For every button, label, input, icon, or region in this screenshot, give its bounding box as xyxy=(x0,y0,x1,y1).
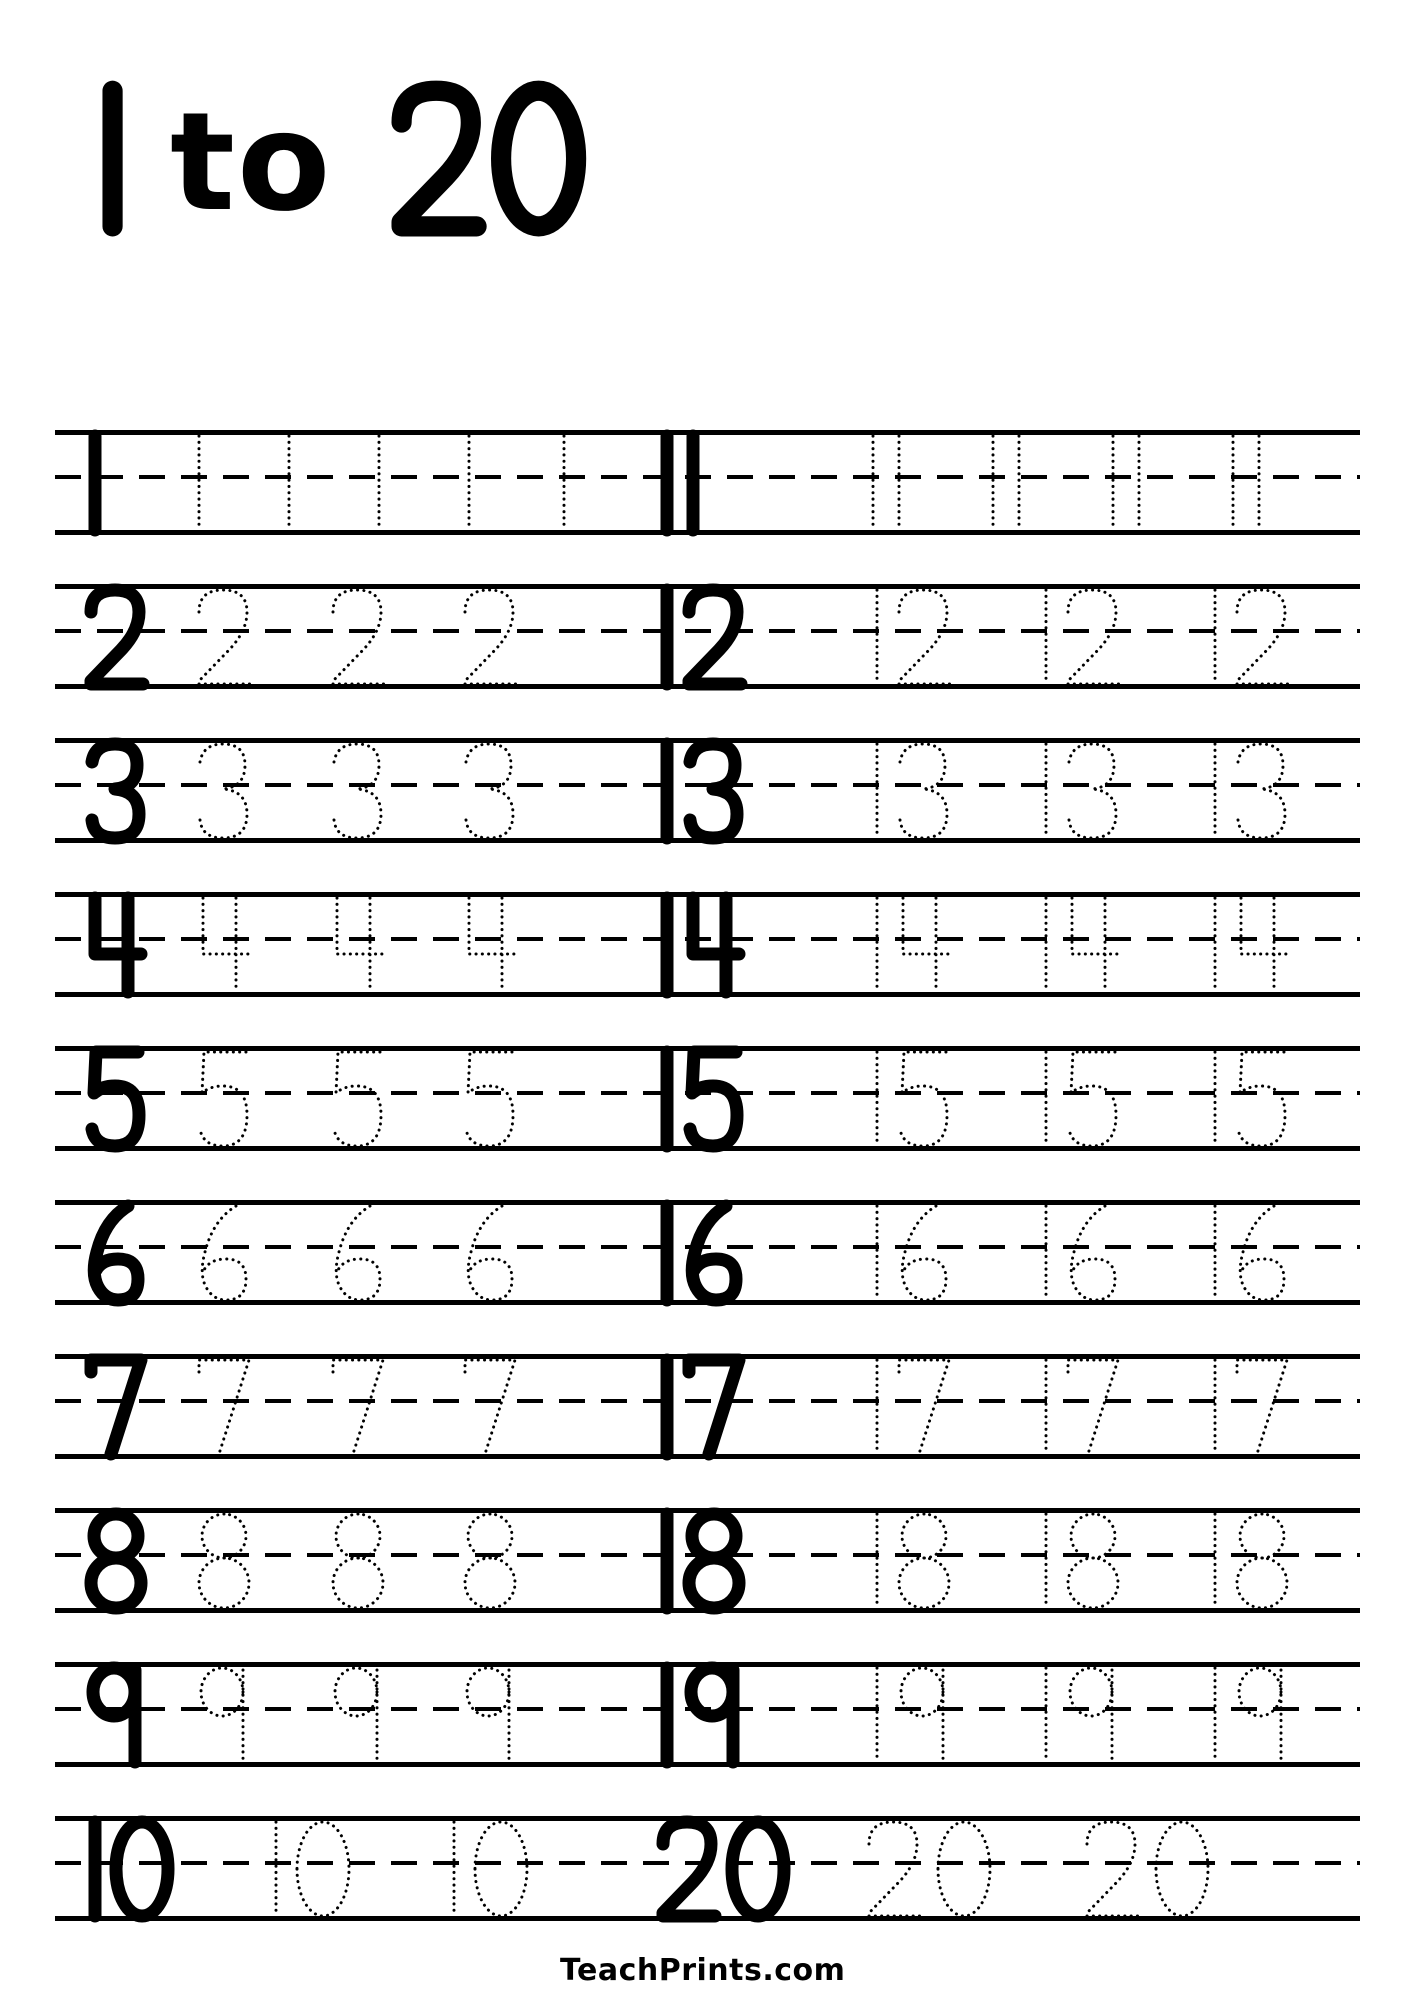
trace-number-right xyxy=(1034,894,1130,998)
solid-number-left xyxy=(83,1048,153,1152)
trace-number-right xyxy=(1034,740,1130,844)
solid-number-right xyxy=(655,1356,751,1460)
solid-number-left xyxy=(83,1664,153,1768)
trace-number-right xyxy=(865,1664,961,1768)
trace-number-left xyxy=(325,1048,395,1152)
solid-number-right xyxy=(655,586,751,690)
solid-number-right xyxy=(655,740,751,844)
trace-number-right xyxy=(1034,1664,1130,1768)
trace-number-right xyxy=(981,432,1033,536)
solid-number-left xyxy=(83,586,153,690)
trace-number-left xyxy=(191,894,261,998)
trace-number-right xyxy=(865,740,961,844)
solid-number-left xyxy=(83,1510,153,1614)
trace-number-right xyxy=(1203,894,1299,998)
solid-number-left xyxy=(83,1356,153,1460)
trace-row-2 xyxy=(55,584,1360,694)
trace-number-right xyxy=(865,586,961,690)
trace-number-left xyxy=(457,1048,527,1152)
trace-number-left xyxy=(325,1664,395,1768)
trace-row-3 xyxy=(55,738,1360,848)
trace-number-right xyxy=(1203,1356,1299,1460)
trace-number-left xyxy=(457,740,527,844)
trace-row-6 xyxy=(55,1200,1360,1310)
trace-number-right xyxy=(1203,1510,1299,1614)
trace-number-right xyxy=(1101,432,1153,536)
trace-number-left xyxy=(191,1202,261,1306)
trace-number-left xyxy=(325,586,395,690)
trace-number-left xyxy=(457,1202,527,1306)
trace-number-left xyxy=(325,1510,395,1614)
title-number-1 xyxy=(95,85,133,235)
trace-number-left xyxy=(457,432,483,536)
solid-number-right xyxy=(655,1510,751,1614)
trace-number-left xyxy=(191,1664,261,1768)
trace-number-left xyxy=(264,1818,360,1922)
trace-number-left xyxy=(552,432,578,536)
trace-row-4 xyxy=(55,892,1360,1002)
trace-number-left xyxy=(457,586,527,690)
trace-number-right xyxy=(1034,1510,1130,1614)
trace-number-left xyxy=(191,1048,261,1152)
trace-number-right xyxy=(1034,1048,1130,1152)
trace-number-right xyxy=(865,1356,961,1460)
writing-bottom-line xyxy=(55,530,1360,535)
trace-number-left xyxy=(457,1356,527,1460)
trace-number-right xyxy=(1034,586,1130,690)
solid-number-left xyxy=(83,740,153,844)
trace-number-right xyxy=(865,1202,961,1306)
page-title xyxy=(0,0,1414,260)
solid-number-left xyxy=(83,432,109,536)
trace-number-right xyxy=(1221,432,1273,536)
trace-number-right xyxy=(865,1510,961,1614)
trace-number-left xyxy=(191,1510,261,1614)
solid-number-right xyxy=(655,894,751,998)
trace-number-left xyxy=(277,432,303,536)
trace-number-right xyxy=(865,1048,961,1152)
solid-number-left xyxy=(83,894,153,998)
trace-number-right xyxy=(861,432,913,536)
title-to-text: to xyxy=(170,84,333,242)
trace-number-right xyxy=(1034,1356,1130,1460)
solid-number-right xyxy=(655,1048,751,1152)
trace-number-right xyxy=(865,894,961,998)
trace-row-10 xyxy=(55,1816,1360,1926)
trace-number-left xyxy=(457,1510,527,1614)
trace-number-left xyxy=(191,1356,261,1460)
footer-site-text: TeachPrints.com xyxy=(560,1953,846,1988)
trace-number-left xyxy=(325,894,395,998)
writing-mid-line xyxy=(55,475,1360,479)
trace-number-left xyxy=(442,1818,538,1922)
trace-number-left xyxy=(191,740,261,844)
trace-number-left xyxy=(187,432,213,536)
trace-row-9 xyxy=(55,1662,1360,1772)
trace-row-5 xyxy=(55,1046,1360,1156)
writing-top-line xyxy=(55,430,1360,435)
solid-number-right xyxy=(655,1818,795,1922)
trace-number-right xyxy=(861,1818,1001,1922)
trace-row-1 xyxy=(55,430,1360,540)
trace-number-left xyxy=(457,894,527,998)
solid-number-left xyxy=(83,1818,179,1922)
solid-number-right xyxy=(655,1664,751,1768)
title-number-20 xyxy=(390,85,592,235)
trace-number-right xyxy=(1034,1202,1130,1306)
trace-number-right xyxy=(1203,586,1299,690)
solid-number-left xyxy=(83,1202,153,1306)
solid-number-right xyxy=(655,1202,751,1306)
trace-number-left xyxy=(191,586,261,690)
trace-row-8 xyxy=(55,1508,1360,1618)
trace-number-right xyxy=(1203,1048,1299,1152)
trace-number-left xyxy=(325,1202,395,1306)
trace-row-7 xyxy=(55,1354,1360,1464)
trace-number-left xyxy=(325,1356,395,1460)
trace-number-left xyxy=(367,432,393,536)
solid-number-right xyxy=(655,432,707,536)
trace-number-right xyxy=(1203,1202,1299,1306)
trace-number-left xyxy=(457,1664,527,1768)
trace-number-right xyxy=(1203,740,1299,844)
trace-number-right xyxy=(1203,1664,1299,1768)
trace-number-right xyxy=(1079,1818,1219,1922)
trace-number-left xyxy=(325,740,395,844)
